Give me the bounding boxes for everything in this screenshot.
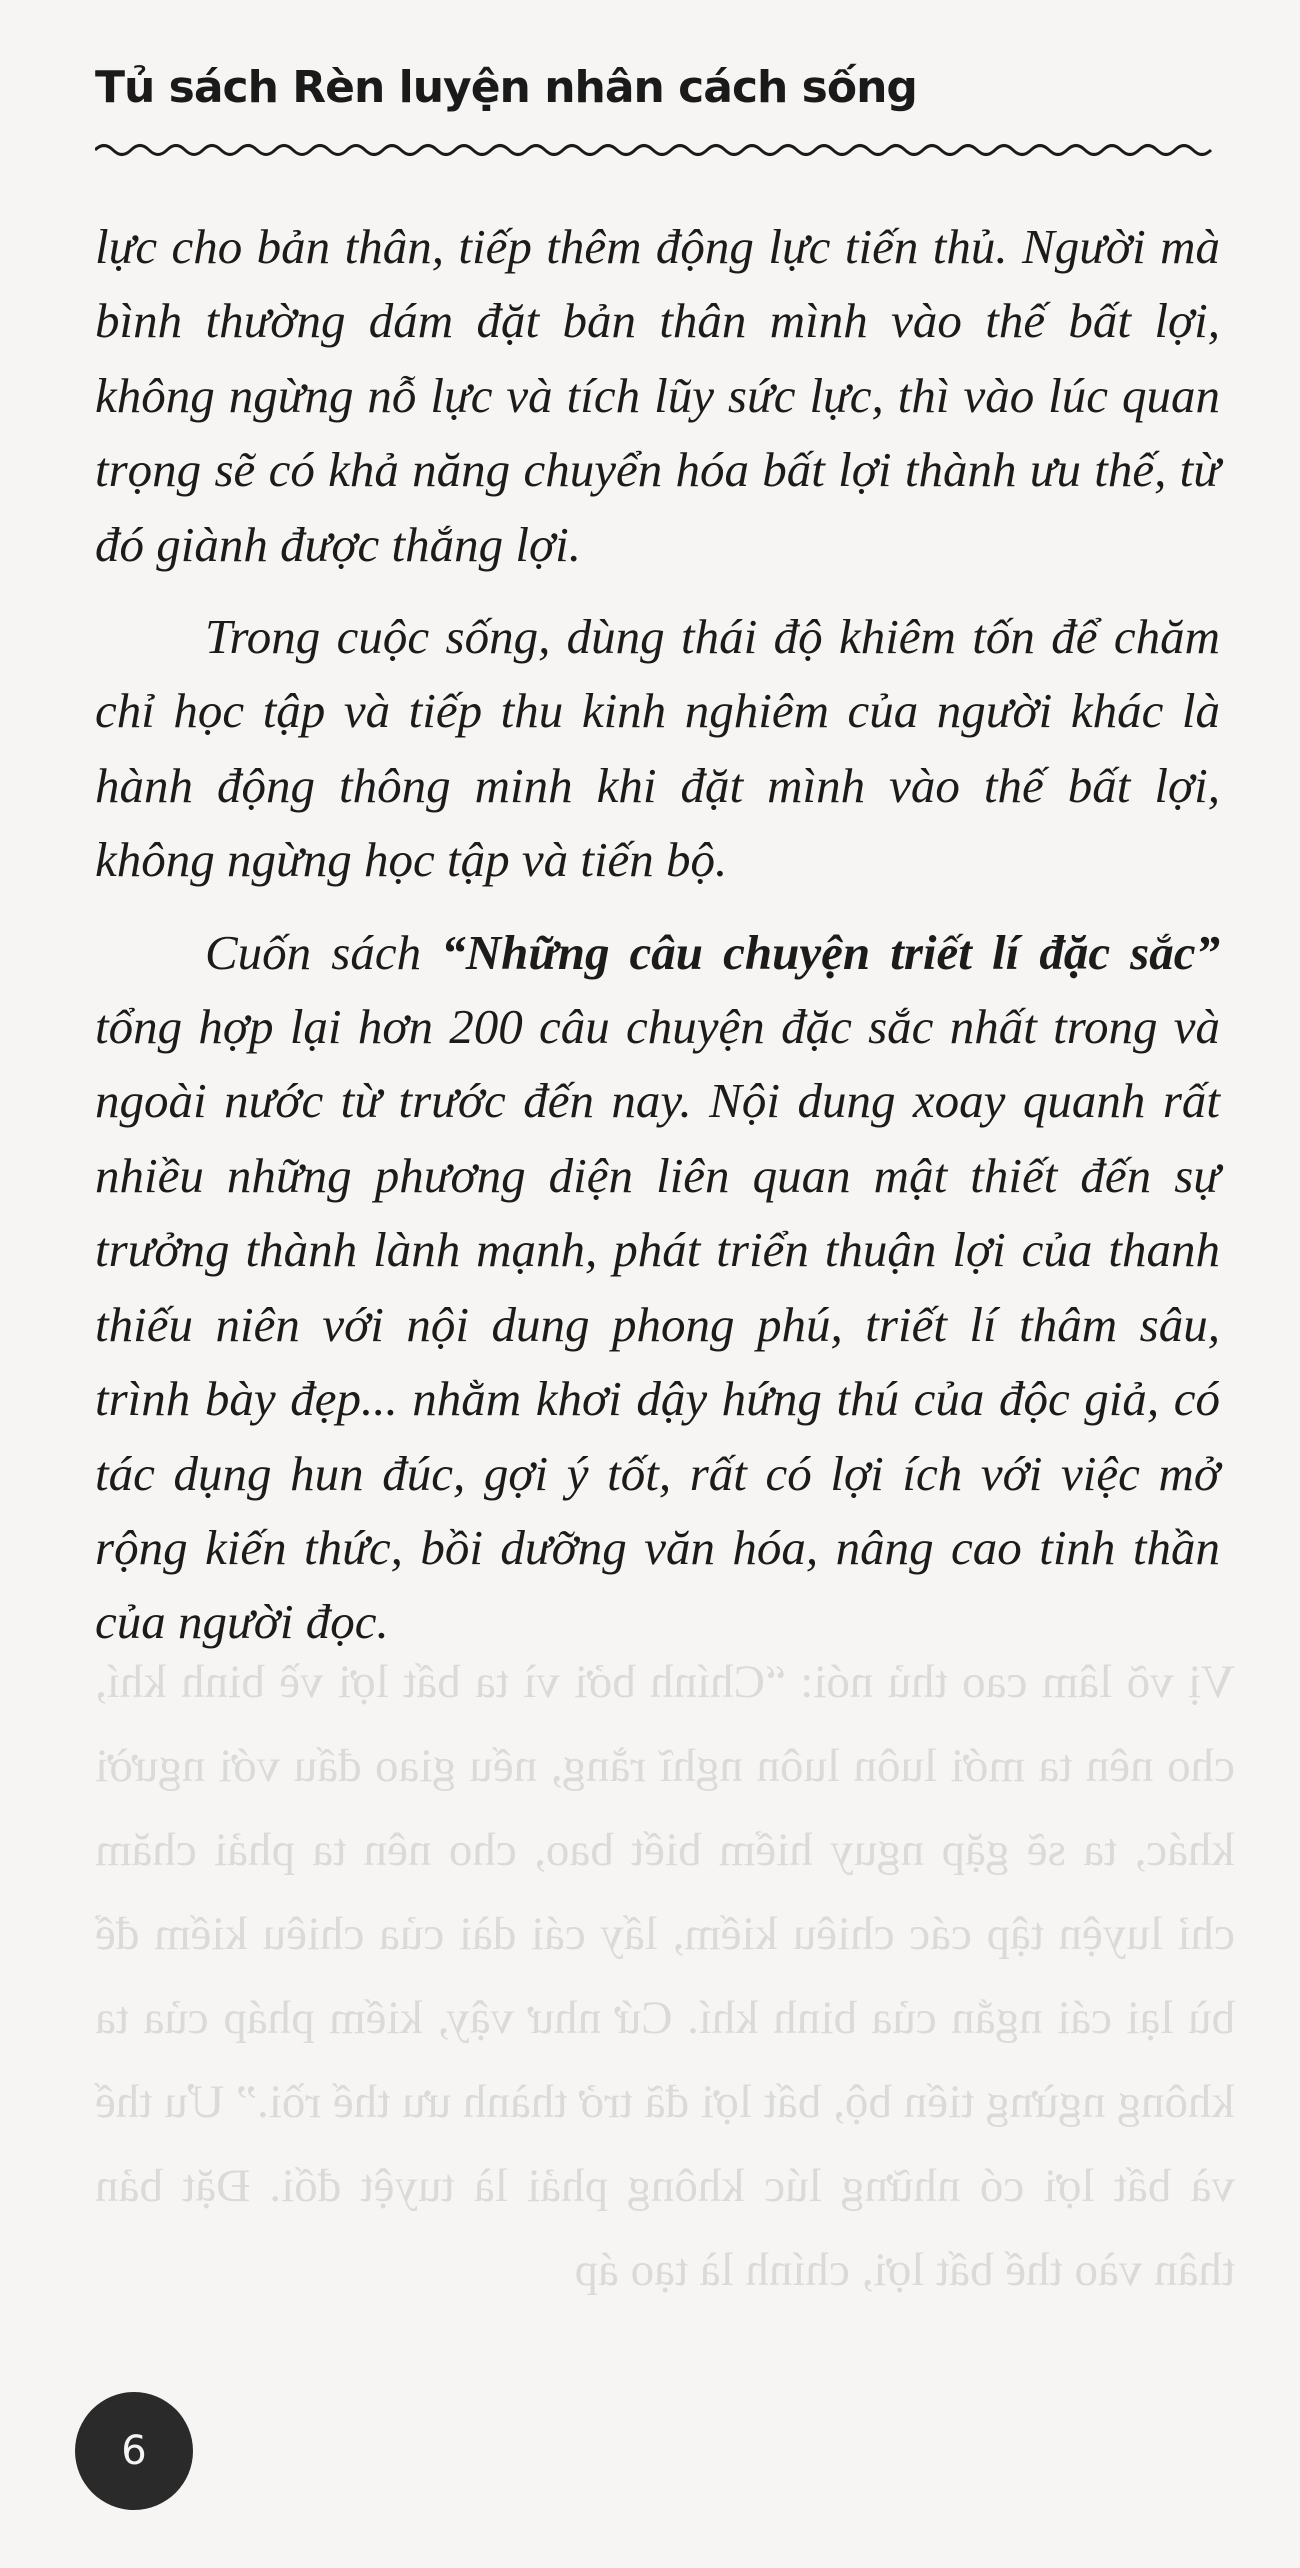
running-header: Tủ sách Rèn luyện nhân cách sống — [95, 62, 917, 113]
paragraph-continuation: lực cho bản thân, tiếp thêm động lực tiến thủ. Người mà bình thường dám đặt bản thân mình vào thế bất lợi, không ngừng nỗ lực và tích lũy sức lực, thì vào lúc quan trọng sẽ có khả năng chuyển hóa bất lợi thành ưu thế, từ đó giành được thắng lợi. — [95, 219, 1220, 572]
paragraph-book-intro — [95, 916, 1220, 1660]
page-number-badge: 6 — [75, 2392, 193, 2510]
paragraph-humility: Trong cuộc sống, dùng thái độ khiêm tốn để chăm chỉ học tập và tiếp thu kinh nghiêm của người khác là hành động thông minh khi đặt mình vào thế bất lợi, không ngừng học tập và tiến bộ. — [95, 609, 1220, 888]
header-wavy-divider — [95, 138, 1220, 162]
book-intro-body: tổng hợp lại hơn 200 câu chuyện đặc sắc nhất trong và ngoài nước từ trước đến nay. Nội dung xoay quanh rất nhiều những phương diện liên quan mật thiết đến sự trưởng thành lành mạnh, phát triển thuận lợi của thanh thiếu niên với nội dung phong phú, triết lí thâm sâu, trình bày đẹp... nhằm khơi dậy hứng thú của độc giả, có tác dụng hun đúc, gợi ý tốt, rất có lợi ích với việc mở rộng kiến thức, bồi dưỡng văn hóa, nâng cao tinh thần của người đọc. — [95, 999, 1220, 1650]
book-intro-prefix: Cuốn sách — [205, 924, 442, 980]
body-text — [95, 210, 1220, 1678]
book-title: “Những câu chuyện triết lí đặc sắc” — [441, 924, 1220, 980]
bleed-through-text: Vị võ lâm cao thủ nói: “Chính bởi vì ta bất lợi về binh khí, cho nên ta mới luôn luôn nghĩ rằng, nếu giao đấu với người khác, ta sẽ gặp nguy hiểm biết bao, cho nên ta phải chăm chỉ luyện tập các chiêu kiếm, lấy cái dài của chiêu kiếm để bù lại cái ngắn của binh khí. Cứ như vậy, kiếm pháp của ta không ngừng tiến bộ, bất lợi đã trở thành ưu thế rồi.” Ưu thế và bất lợi có những lúc không phải là tuyệt đối. Đặt bản thân vào thế bất lợi, chính là tạo áp — [95, 1656, 1235, 2296]
